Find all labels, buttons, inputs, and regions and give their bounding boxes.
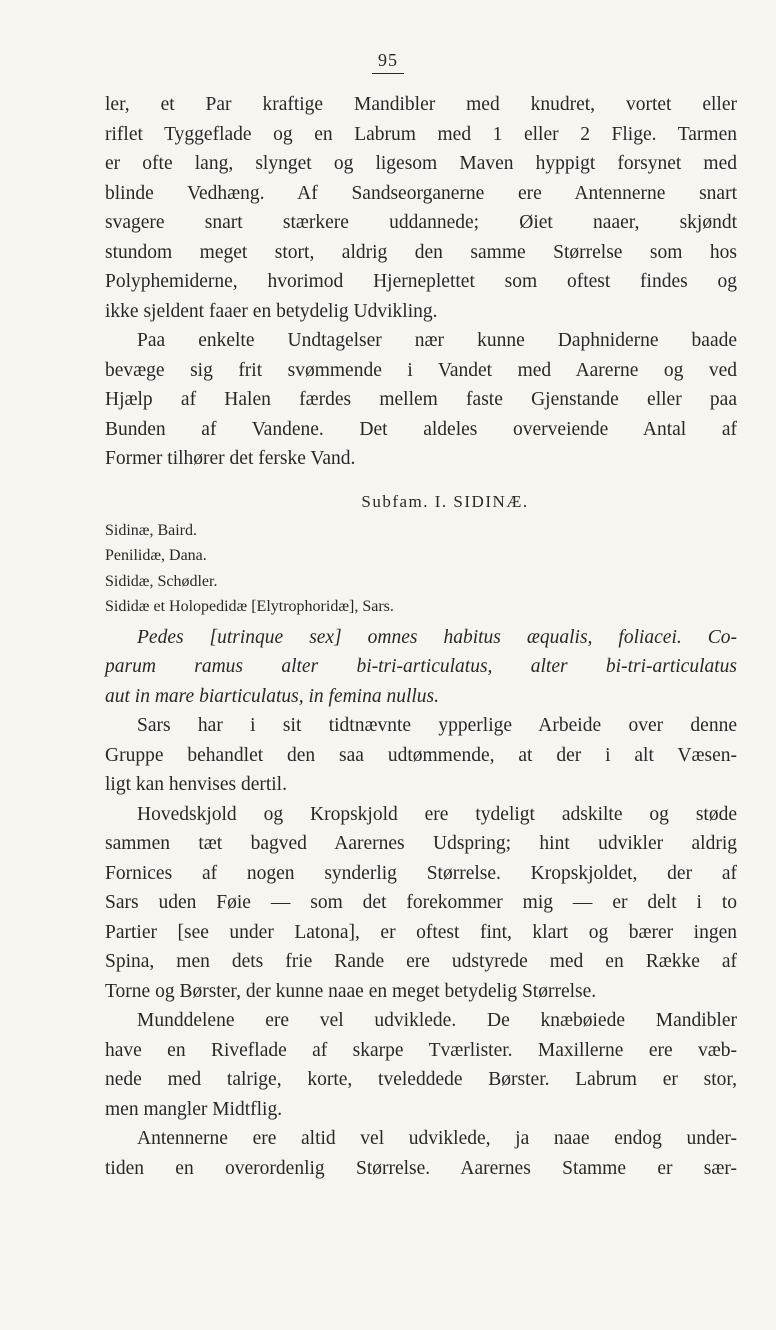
text-line: tiden en overordenlig Størrelse. Aarernes Stamme er sær- <box>105 1157 737 1179</box>
text-line: Sars uden Føie — som det forekommer mig — er delt i to <box>105 892 737 913</box>
paragraph-5 <box>105 1006 737 1124</box>
text-line: Antennerne ere altid vel udviklede, ja naae endog under- <box>137 1128 737 1149</box>
text-line: Torne og Børster, der kunne naae en meget betydelig Størrelse. <box>105 980 597 1002</box>
text-line: Gruppe behandlet den saa udtømmende, at der i alt Væsen- <box>105 744 737 766</box>
paragraph-3 <box>105 711 737 800</box>
text-line: ler, et Par kraftige Mandibler med knudret, vortet eller <box>105 94 737 115</box>
text-line: ikke sjeldent faaer en betydelig Udvikling. <box>105 300 438 322</box>
text-line: Paa enkelte Undtagelser nær kunne Daphniderne baade <box>137 330 737 351</box>
text-line: ligt kan henvises dertil. <box>105 774 287 795</box>
text-line: nede med talrige, korte, tveleddede Børster. Labrum er stor, <box>105 1069 737 1090</box>
paragraph-2 <box>105 326 737 474</box>
paragraph-4 <box>105 800 737 1007</box>
text-line: Pedes [utrinque sex] omnes habitus æqualis, foliacei. Co- <box>137 626 737 648</box>
text-line: riflet Tyggeflade og en Labrum med 1 eller 2 Flige. Tarmen <box>105 123 737 145</box>
synonym-entry: Penilidæ, Dana. <box>105 547 207 564</box>
text-line: bevæge sig frit svømmende i Vandet med Aarerne og ved <box>105 359 737 381</box>
text-line: sammen tæt bagved Aarernes Udspring; hint udvikler aldrig <box>105 833 737 854</box>
latin-diagnosis <box>105 620 737 712</box>
synonym-entry: Sidinæ, Baird. <box>105 521 198 539</box>
text-line: Bunden af Vandene. Det aldeles overveiende Antal af <box>105 418 737 440</box>
body-text <box>105 90 737 1183</box>
paragraph-1 <box>105 90 737 326</box>
synonym-entry: Sididæ, Schødler. <box>105 572 218 590</box>
text-line: Partier [see under Latona], er oftest fint, klart og bærer ingen <box>105 921 737 943</box>
text-line: Former tilhører det ferske Vand. <box>105 448 356 469</box>
text-line: Polyphemiderne, hvorimod Hjerneplettet som oftest findes og <box>105 271 737 292</box>
text-line: Hovedskjold og Kropskjold ere tydeligt adskilte og støde <box>137 803 737 825</box>
page-number <box>0 50 776 74</box>
text-line: Hjælp af Halen færdes mellem faste Gjenstande eller paa <box>105 389 737 410</box>
text-line: blinde Vedhæng. Af Sandseorganerne ere Antennerne snart <box>105 182 737 204</box>
text-line: parum ramus alter bi-tri-articulatus, alter bi-tri-articulatus <box>105 656 737 677</box>
synonym-entry: Sididæ et Holopedidæ [Elytrophoridæ], Sars. <box>105 598 394 615</box>
text-line: Fornices af nogen synderlig Størrelse. Kropskjoldet, der af <box>105 862 737 884</box>
page-number-text: 95 <box>372 50 404 74</box>
text-line: have en Riveflade af skarpe Tværlister. Maxillerne ere væb- <box>105 1039 737 1061</box>
text-line: er ofte lang, slynget og ligesom Maven hyppigt forsynet med <box>105 153 737 174</box>
text-line: aut in mare biarticulatus, in femina nullus. <box>105 685 440 707</box>
paragraph-6 <box>105 1124 737 1183</box>
text-line: men mangler Midtflig. <box>105 1098 283 1120</box>
text-line: Sars har i sit tidtnævnte ypperlige Arbeide over denne <box>137 715 737 736</box>
text-line: Munddelene ere vel udviklede. De knæbøiede Mandibler <box>137 1010 737 1031</box>
synonym-list <box>105 516 737 620</box>
subfamily-heading: Subfam. I. SIDINÆ. <box>361 491 529 511</box>
text-line: stundom meget stort, aldrig den samme Størrelse som hos <box>105 241 737 263</box>
text-line: svagere snart stærkere uddannede; Øiet naaer, skjøndt <box>105 212 737 233</box>
text-line: Spina, men dets frie Rande ere udstyrede med en Række af <box>105 951 737 972</box>
